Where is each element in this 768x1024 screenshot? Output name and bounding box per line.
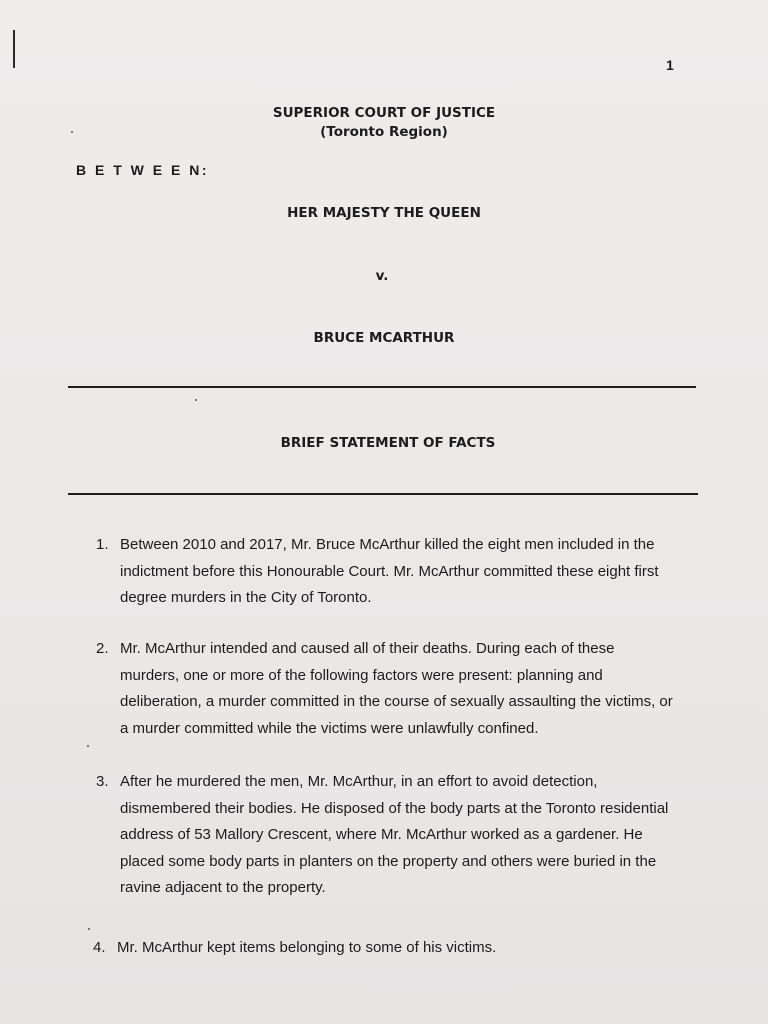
section-title: BRIEF STATEMENT OF FACTS bbox=[280, 435, 496, 451]
court-region: (Toronto Region) bbox=[320, 124, 448, 140]
fact-paragraph-1 bbox=[96, 532, 676, 612]
divider-rule-top bbox=[68, 386, 696, 388]
page-edge-mark bbox=[13, 30, 15, 68]
party-two: BRUCE MCARTHUR bbox=[313, 330, 455, 346]
paper-speck bbox=[87, 745, 89, 747]
paragraph-text: After he murdered the men, Mr. McArthur, in an effort to avoid detection, dismembered their bodies. He disposed of the body parts at the Toronto residential address of 53 Mallory Crescent, where Mr. McArthur worked as a gardener. He placed some body parts in planters on the property and others were buried in the ravine adjacent to the property. bbox=[120, 773, 669, 897]
court-name: SUPERIOR COURT OF JUSTICE bbox=[272, 105, 496, 121]
paper-speck bbox=[88, 928, 90, 930]
fact-paragraph-3 bbox=[96, 769, 676, 902]
divider-rule-bottom bbox=[68, 493, 698, 495]
paper-speck bbox=[71, 131, 73, 133]
paragraph-number: 1. bbox=[96, 536, 109, 553]
between-label: B E T W E E N: bbox=[76, 162, 209, 178]
paper-speck bbox=[195, 399, 197, 401]
paragraph-text: Between 2010 and 2017, Mr. Bruce McArthur killed the eight men included in the indictment before this Honourable Court. Mr. McArthur committed these eight first degree murders in the City of Toronto. bbox=[120, 536, 659, 607]
paragraph-text: Mr. McArthur intended and caused all of their deaths. During each of these murders, one or more of the following factors were present: planning and deliberation, a murder committed in the course of sexually assaulting the victims, or a murder committed while the victims were unlawfully confined. bbox=[120, 640, 673, 737]
fact-paragraph-2 bbox=[96, 636, 676, 742]
paragraph-number: 2. bbox=[96, 640, 109, 657]
versus-label: v. bbox=[375, 268, 389, 284]
paragraph-number: 4. bbox=[93, 939, 106, 956]
paragraph-text: Mr. McArthur kept items belonging to some of his victims. bbox=[117, 939, 497, 956]
paragraph-number: 3. bbox=[96, 773, 109, 790]
fact-paragraph-4 bbox=[93, 935, 673, 962]
party-one: HER MAJESTY THE QUEEN bbox=[287, 205, 481, 221]
page-number: 1 bbox=[666, 57, 674, 73]
